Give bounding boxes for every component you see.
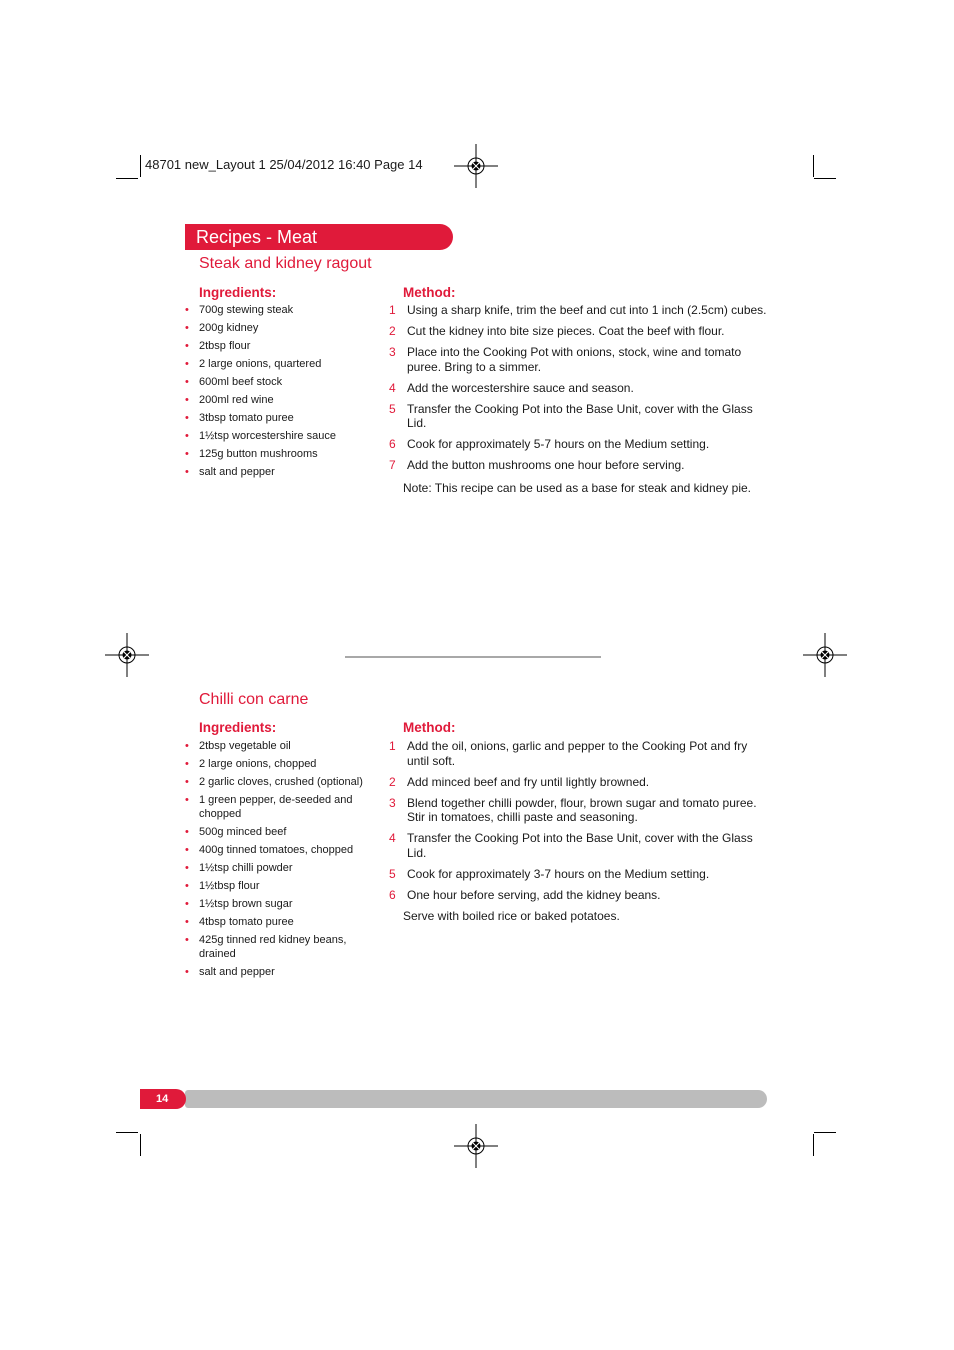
ingredients-heading: Ingredients:	[199, 285, 277, 300]
ingredient-text: 1½tbsp flour	[199, 880, 260, 892]
step-number: 6	[389, 887, 396, 902]
method-heading: Method:	[403, 285, 456, 300]
step-number: 3	[389, 345, 396, 359]
list-item	[185, 933, 365, 961]
list-item	[185, 775, 365, 789]
crop-mark	[116, 1132, 138, 1133]
step-number: 4	[389, 831, 396, 845]
list-item	[185, 357, 370, 371]
bullet-icon: •	[185, 934, 189, 946]
step-number: 1	[389, 303, 396, 317]
bullet-icon: •	[185, 966, 189, 978]
list-item	[185, 897, 365, 911]
bullet-icon: •	[185, 304, 189, 316]
list-item	[185, 965, 365, 979]
ingredients-list	[185, 303, 370, 483]
bullet-icon: •	[185, 340, 189, 352]
step-text: Add minced beef and fry until lightly browned.	[407, 774, 650, 789]
registration-mark-icon	[454, 1124, 498, 1168]
recipe-note: Serve with boiled rice or baked potatoes.	[403, 909, 620, 923]
step-number: 2	[389, 774, 396, 789]
bullet-icon: •	[185, 394, 189, 406]
step-number: 6	[389, 437, 396, 451]
step-text: Add the button mushrooms one hour before serving.	[407, 458, 685, 472]
ingredient-text: 2 large onions, quartered	[199, 358, 322, 370]
step-number: 4	[389, 380, 396, 395]
method-step	[389, 345, 769, 374]
ingredient-text: 2 large onions, chopped	[199, 758, 317, 770]
recipe-note: Note: This recipe can be used as a base for steak and kidney pie.	[403, 481, 751, 495]
page-number: 14	[140, 1089, 186, 1109]
ingredient-text: 400g tinned tomatoes, chopped	[199, 844, 354, 856]
step-number: 5	[389, 401, 396, 416]
printer-slug: 48701 new_Layout 1 25/04/2012 16:40 Page 14	[145, 157, 423, 172]
bullet-icon: •	[185, 898, 189, 910]
ingredient-text: 1½tsp brown sugar	[199, 898, 293, 910]
section-title: Recipes - Meat	[185, 224, 453, 250]
method-list	[389, 303, 769, 479]
list-item	[185, 825, 365, 839]
registration-mark-icon	[105, 633, 149, 677]
ingredient-text: 2tbsp flour	[199, 340, 251, 352]
method-step	[389, 867, 764, 882]
ingredient-text: 3tbsp tomato puree	[199, 412, 294, 424]
bullet-icon: •	[185, 448, 189, 460]
step-number: 7	[389, 458, 396, 472]
bullet-icon: •	[185, 740, 189, 752]
method-step	[389, 324, 769, 339]
list-item	[185, 739, 365, 753]
list-item	[185, 321, 370, 335]
list-item	[185, 861, 365, 875]
step-text: Place into the Cooking Pot with onions, stock, wine and tomato puree. Bring to a simmer.	[407, 345, 742, 374]
method-step	[389, 888, 764, 903]
list-item	[185, 793, 365, 821]
list-item	[185, 393, 370, 407]
list-item	[185, 757, 365, 771]
bullet-icon: •	[185, 376, 189, 388]
crop-mark	[813, 155, 814, 177]
step-number: 2	[389, 324, 396, 338]
step-text: Blend together chilli powder, flour, brown sugar and tomato puree. Stir in tomatoes, chilli paste and seasoning.	[407, 795, 757, 824]
step-text: Cook for approximately 3-7 hours on the Medium setting.	[407, 866, 710, 881]
step-text: Add the worcestershire sauce and season.	[407, 380, 634, 395]
ingredient-text: 2tbsp vegetable oil	[199, 740, 291, 752]
ingredient-text: salt and pepper	[199, 966, 275, 978]
list-item	[185, 429, 370, 443]
bullet-icon: •	[185, 466, 189, 478]
list-item	[185, 447, 370, 461]
bullet-icon: •	[185, 322, 189, 334]
step-text: Add the oil, onions, garlic and pepper to the Cooking Pot and fry until soft.	[407, 739, 748, 768]
ingredients-list	[185, 739, 365, 983]
recipe-title: Chilli con carne	[199, 691, 309, 708]
method-step	[389, 775, 764, 790]
step-text: Using a sharp knife, trim the beef and cut into 1 inch (2.5cm) cubes.	[407, 303, 767, 317]
bullet-icon: •	[185, 844, 189, 856]
bullet-icon: •	[185, 412, 189, 424]
bullet-icon: •	[185, 826, 189, 838]
crop-mark	[140, 1134, 141, 1156]
ingredient-text: 4tbsp tomato puree	[199, 916, 294, 928]
method-step	[389, 458, 769, 473]
step-number: 5	[389, 866, 396, 881]
registration-mark-icon	[803, 633, 847, 677]
bullet-icon: •	[185, 358, 189, 370]
list-item	[185, 843, 365, 857]
recipe-title: Steak and kidney ragout	[199, 255, 372, 272]
crop-mark	[813, 1134, 814, 1156]
footer-bar	[185, 1090, 767, 1108]
ingredient-text: 1½tsp chilli powder	[199, 862, 293, 874]
list-item	[185, 465, 370, 479]
method-step	[389, 402, 769, 431]
method-step	[389, 303, 769, 318]
bullet-icon: •	[185, 430, 189, 442]
list-item	[185, 411, 370, 425]
ingredient-text: 1 green pepper, de-seeded and chopped	[199, 794, 353, 820]
ingredient-text: 125g button mushrooms	[199, 448, 318, 460]
list-item	[185, 879, 365, 893]
crop-mark	[140, 155, 141, 177]
ingredient-text: 600ml beef stock	[199, 376, 283, 388]
bullet-icon: •	[185, 758, 189, 770]
method-list	[389, 739, 764, 909]
method-step	[389, 437, 769, 452]
list-item	[185, 303, 370, 317]
method-step	[389, 831, 764, 860]
method-heading: Method:	[403, 720, 456, 735]
crop-mark	[814, 178, 836, 179]
ingredient-text: 1½tsp worcestershire sauce	[199, 430, 336, 442]
bullet-icon: •	[185, 880, 189, 892]
crop-mark	[116, 178, 138, 179]
crop-mark	[814, 1132, 836, 1133]
step-text: Transfer the Cooking Pot into the Base Unit, cover with the Glass Lid.	[407, 401, 753, 430]
step-text: One hour before serving, add the kidney beans.	[407, 887, 661, 902]
ingredients-heading: Ingredients:	[199, 720, 277, 735]
step-text: Cook for approximately 5-7 hours on the Medium setting.	[407, 437, 710, 451]
bullet-icon: •	[185, 916, 189, 928]
bullet-icon: •	[185, 862, 189, 874]
ingredient-text: salt and pepper	[199, 466, 275, 478]
step-text: Transfer the Cooking Pot into the Base Unit, cover with the Glass Lid.	[407, 831, 753, 860]
step-number: 3	[389, 795, 396, 810]
step-text: Cut the kidney into bite size pieces. Coat the beef with flour.	[407, 324, 725, 338]
method-step	[389, 739, 764, 768]
list-item	[185, 375, 370, 389]
registration-mark-icon	[454, 144, 498, 188]
ingredient-text: 425g tinned red kidney beans, drained	[199, 934, 347, 960]
section-divider	[345, 656, 601, 658]
ingredient-text: 500g minced beef	[199, 826, 287, 838]
method-step	[389, 796, 764, 825]
step-number: 1	[389, 739, 396, 753]
method-step	[389, 381, 769, 396]
bullet-icon: •	[185, 776, 189, 788]
ingredient-text: 700g stewing steak	[199, 304, 294, 316]
bullet-icon: •	[185, 794, 189, 806]
list-item	[185, 339, 370, 353]
ingredient-text: 2 garlic cloves, crushed (optional)	[199, 776, 363, 788]
ingredient-text: 200ml red wine	[199, 394, 274, 406]
list-item	[185, 915, 365, 929]
ingredient-text: 200g kidney	[199, 322, 259, 334]
